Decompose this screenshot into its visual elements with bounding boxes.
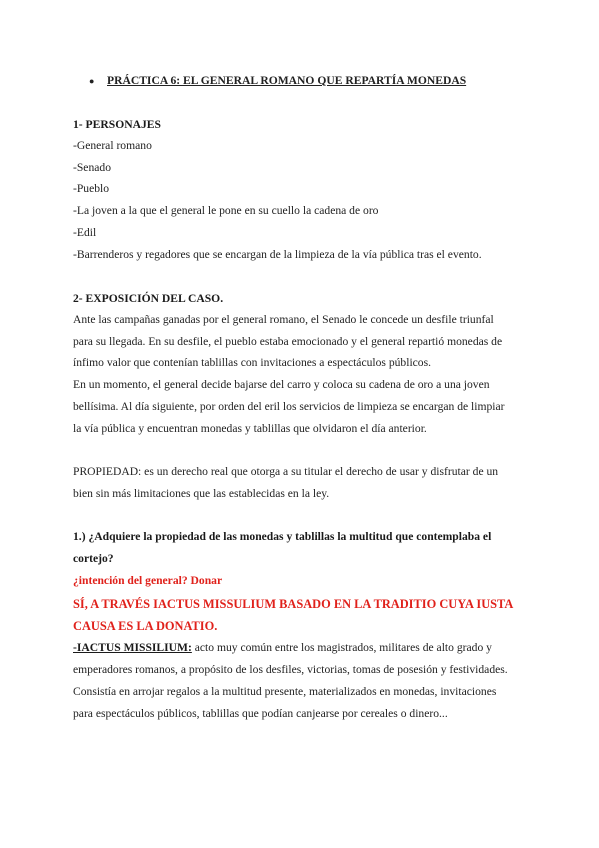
definition-text: acto muy común entre los magistrados, militares de alto grado y xyxy=(191,641,492,654)
intent-note: ¿intención del general? Donar xyxy=(73,574,223,587)
question-line: cortejo? xyxy=(73,552,114,565)
paragraph-line: ínfimo valor que contenían tablillas con invitaciones a espectáculos públicos. xyxy=(73,356,432,369)
list-item: -La joven a la que el general le pone en su cuello la cadena de oro xyxy=(73,204,379,217)
page-title: PRÁCTICA 6: EL GENERAL ROMANO QUE REPARTÍA MONEDAS xyxy=(107,74,467,87)
question-line: 1.) ¿Adquiere la propiedad de las monedas y tablillas la multitud que contemplaba el xyxy=(73,530,492,543)
list-item: -General romano xyxy=(73,139,152,152)
answer-line: CAUSA ES LA DONATIO. xyxy=(73,619,218,633)
paragraph-line: En un momento, el general decide bajarse del carro y coloca su cadena de oro a una joven xyxy=(73,378,490,391)
paragraph-line: para espectáculos públicos, tablillas que podían canjearse por cereales o dinero... xyxy=(73,707,448,720)
definition-line: PROPIEDAD: es un derecho real que otorga a su titular el derecho de usar y disfrutar de un xyxy=(73,465,499,478)
paragraph-line: la vía pública y encuentran monedas y tablillas que olvidaron el día anterior. xyxy=(73,422,427,435)
paragraph-line: para su llegada. En su desfile, el pueblo estaba emocionado y el general repartió monedas de xyxy=(73,335,503,348)
list-item: -Senado xyxy=(73,161,111,174)
paragraph-line: Consistía en arrojar regalos a la multitud presente, materializados en monedas, invitaciones xyxy=(73,685,497,698)
list-item: -Barrenderos y regadores que se encargan de la limpieza de la vía pública tras el evento. xyxy=(73,248,482,261)
paragraph-line: Ante las campañas ganadas por el general romano, el Senado le concede un desfile triunfal xyxy=(73,313,494,326)
section-heading-exposicion: 2- EXPOSICIÓN DEL CASO. xyxy=(73,292,224,305)
term-iactus-missilium: -IACTUS MISSILIUM: xyxy=(73,641,192,654)
term-definition-line xyxy=(73,641,492,655)
paragraph-line: emperadores romanos, a propósito de los desfiles, victorias, tomas de posesión y festividades. xyxy=(73,663,508,676)
list-item: -Edil xyxy=(73,226,97,239)
definition-line: bien sin más limitaciones que las establecidas en la ley. xyxy=(73,487,330,500)
paragraph-line: bellísima. Al día siguiente, por orden del eril los servicios de limpieza se encargan de limpiar xyxy=(73,400,505,413)
answer-line: SÍ, A TRAVÉS IACTUS MISSULIUM BASADO EN LA TRADITIO CUYA IUSTA xyxy=(73,597,514,611)
bullet-icon: ● xyxy=(89,76,95,86)
list-item: -Pueblo xyxy=(73,182,110,195)
section-heading-personajes: 1- PERSONAJES xyxy=(73,118,161,131)
